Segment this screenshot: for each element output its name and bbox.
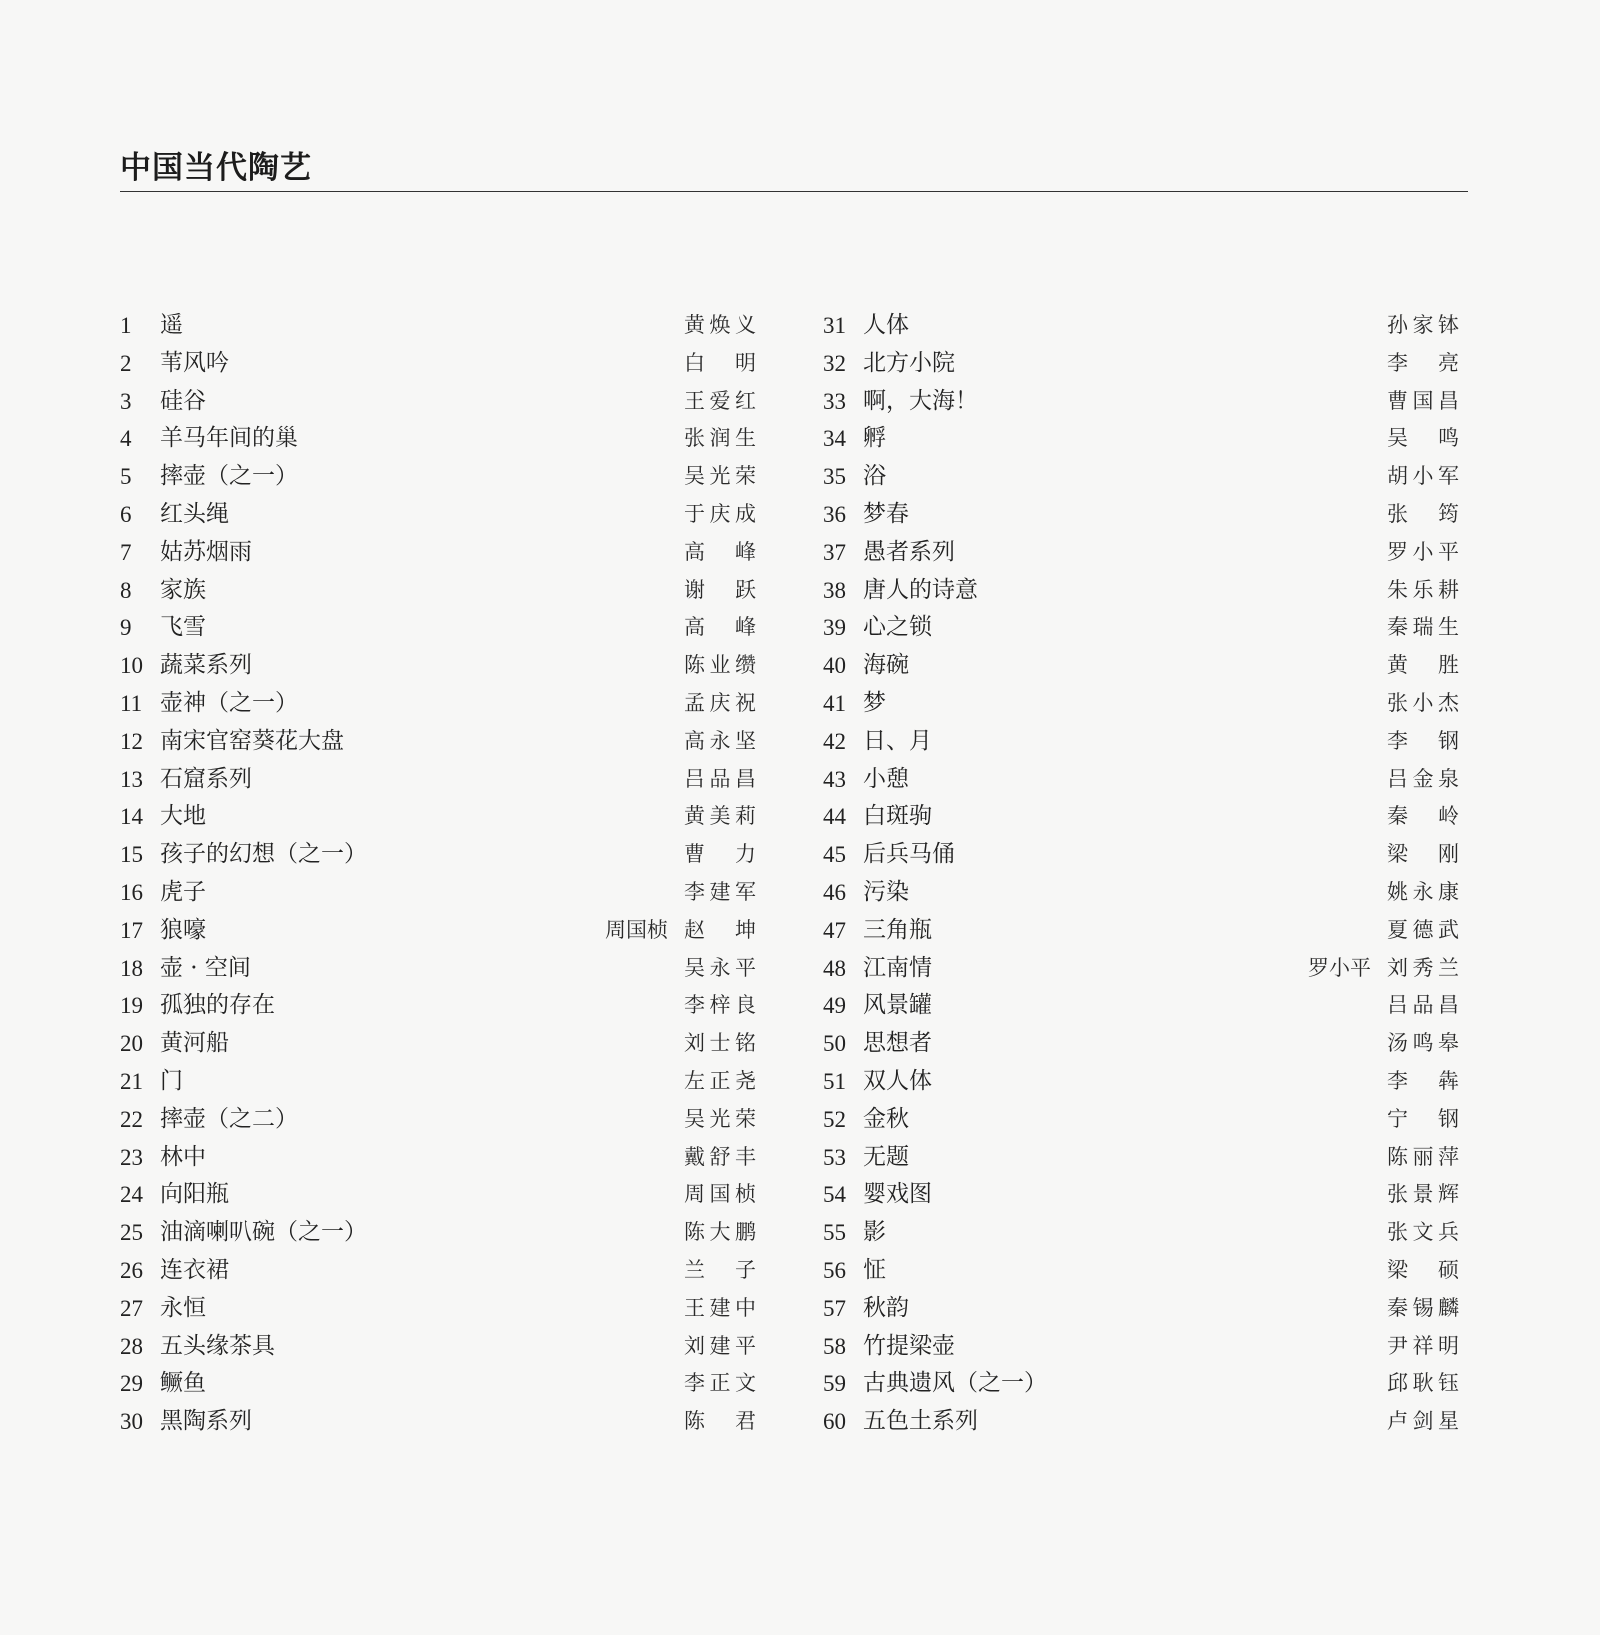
- work-title: 苇风吟: [160, 349, 229, 376]
- work-title: 林中: [160, 1143, 206, 1170]
- list-item: [120, 1328, 756, 1366]
- entry-number: 19: [120, 993, 143, 1019]
- entry-number: 4: [120, 426, 132, 452]
- entry-number: 9: [120, 615, 132, 641]
- artist-name: 梁 刚: [1387, 842, 1459, 867]
- list-item: [823, 798, 1459, 836]
- entry-number: 22: [120, 1106, 143, 1132]
- entry-number: 45: [823, 842, 846, 868]
- work-title: 后兵马俑: [863, 841, 955, 868]
- list-item: [120, 685, 756, 723]
- list-item: [120, 1403, 756, 1441]
- entry-number: 24: [120, 1182, 143, 1208]
- entry-number: 40: [823, 653, 846, 679]
- work-title: 无题: [863, 1143, 909, 1170]
- artist-name: 秦锡麟: [1387, 1295, 1459, 1320]
- work-title: 影: [863, 1219, 886, 1246]
- title-divider: [120, 191, 1468, 192]
- artist-name: 张润生: [684, 426, 756, 451]
- list-item: [823, 685, 1459, 723]
- list-item: [120, 534, 756, 572]
- list-item: [823, 383, 1459, 421]
- entry-number: 17: [120, 917, 143, 943]
- artist-name: 高 峰: [684, 615, 756, 640]
- list-item: [823, 496, 1459, 534]
- work-title: 虎子: [160, 878, 206, 905]
- artist-name: 于庆成: [684, 501, 756, 526]
- artist-name: 吴光荣: [684, 1106, 756, 1131]
- artist-name: 谢 跃: [684, 577, 756, 602]
- list-item: [823, 1403, 1459, 1441]
- work-title: 污染: [863, 878, 909, 905]
- list-item: [823, 534, 1459, 572]
- work-title: 海碗: [863, 652, 909, 679]
- work-title: 双人体: [863, 1067, 932, 1094]
- list-item: [823, 950, 1459, 988]
- list-item: [823, 345, 1459, 383]
- entry-number: 48: [823, 955, 846, 981]
- artist-name: 吴永平: [684, 955, 756, 980]
- entry-number: 49: [823, 993, 846, 1019]
- work-title: 大地: [160, 803, 206, 830]
- artist-name: 刘建平: [684, 1333, 756, 1358]
- list-item: [120, 836, 756, 874]
- entry-number: 42: [823, 728, 846, 754]
- list-item: [823, 1101, 1459, 1139]
- work-title: 黄河船: [160, 1030, 229, 1057]
- artist-name: 高 峰: [684, 539, 756, 564]
- entry-number: 53: [823, 1144, 846, 1170]
- entry-number: 58: [823, 1333, 846, 1359]
- artist-name: 赵 坤: [684, 917, 756, 942]
- artist-name: 周国桢: [684, 1182, 756, 1207]
- co-artist-name: 罗小平: [1308, 955, 1371, 980]
- list-item: [120, 458, 756, 496]
- list-item: [120, 874, 756, 912]
- work-title: 金秋: [863, 1105, 909, 1132]
- list-item: [120, 1290, 756, 1328]
- entry-number: 18: [120, 955, 143, 981]
- entry-number: 31: [823, 313, 846, 338]
- work-title: 家族: [160, 576, 206, 603]
- entry-number: 35: [823, 464, 846, 490]
- entry-number: 11: [120, 690, 143, 716]
- entry-number: 25: [120, 1220, 143, 1246]
- entry-number: 38: [823, 577, 846, 603]
- work-title: 五色土系列: [863, 1408, 978, 1435]
- artist-name: 李 钢: [1387, 728, 1459, 753]
- artist-name: 陈业缵: [684, 653, 756, 678]
- work-title: 鳜鱼: [160, 1370, 206, 1397]
- list-item: [823, 1365, 1459, 1403]
- list-item: [823, 458, 1459, 496]
- entry-number: 20: [120, 1031, 143, 1057]
- entry-number: 36: [823, 501, 846, 527]
- list-item: [120, 950, 756, 988]
- artist-name: 黄美莉: [684, 804, 756, 829]
- work-title: 硅谷: [160, 387, 206, 414]
- entry-number: 6: [120, 501, 132, 527]
- list-item: [120, 1101, 756, 1139]
- list-item: [120, 1176, 756, 1214]
- artist-name: 王爱红: [684, 388, 756, 413]
- artist-name: 陈 君: [684, 1409, 756, 1434]
- entry-number: 50: [823, 1031, 846, 1057]
- entry-number: 41: [823, 690, 846, 716]
- list-item: [823, 1176, 1459, 1214]
- list-item: [120, 420, 756, 458]
- work-title: 黑陶系列: [160, 1408, 252, 1435]
- work-title: 风景罐: [863, 992, 932, 1019]
- work-title: 怔: [863, 1256, 886, 1283]
- list-item: [823, 761, 1459, 799]
- entry-number: 27: [120, 1295, 143, 1321]
- artist-name: 李 亮: [1387, 350, 1459, 375]
- list-item: [823, 1025, 1459, 1063]
- list-item: [823, 1063, 1459, 1101]
- work-title: 孩子的幻想（之一）: [160, 841, 367, 868]
- artist-name: 王建中: [684, 1295, 756, 1320]
- entry-number: 33: [823, 388, 846, 414]
- artist-name: 邱耿钰: [1387, 1371, 1459, 1396]
- entry-number: 26: [120, 1257, 143, 1283]
- list-item: [120, 798, 756, 836]
- entry-number: 43: [823, 766, 846, 792]
- artist-name: 朱乐耕: [1387, 577, 1459, 602]
- entry-number: 57: [823, 1295, 846, 1321]
- artist-name: 秦瑞生: [1387, 615, 1459, 640]
- work-title: 油滴喇叭碗（之一）: [160, 1219, 367, 1246]
- artist-name: 陈大鹏: [684, 1220, 756, 1245]
- entry-number: 2: [120, 350, 132, 376]
- entry-number: 52: [823, 1106, 846, 1132]
- work-title: 门: [160, 1067, 183, 1094]
- work-title: 南宋官窑葵花大盘: [160, 727, 344, 754]
- work-title: 石窟系列: [160, 765, 252, 792]
- work-title: 竹提梁壶: [863, 1332, 955, 1359]
- entry-number: 54: [823, 1182, 846, 1208]
- work-title: 姑苏烟雨: [160, 538, 252, 565]
- artist-name: 梁 硕: [1387, 1257, 1459, 1282]
- work-title: 永恒: [160, 1294, 206, 1321]
- work-title: 人体: [863, 312, 909, 338]
- list-item: [120, 1139, 756, 1177]
- artist-name: 李梓良: [684, 993, 756, 1018]
- work-title: 啊，大海！: [863, 387, 978, 414]
- list-item: [120, 987, 756, 1025]
- artist-name: 夏德武: [1387, 917, 1459, 942]
- list-item: [120, 609, 756, 647]
- list-item: [823, 307, 1459, 345]
- entry-number: 3: [120, 388, 132, 414]
- list-item: [823, 912, 1459, 950]
- entry-number: 5: [120, 464, 132, 490]
- entry-number: 59: [823, 1371, 846, 1397]
- work-title: 思想者: [863, 1030, 932, 1057]
- work-title: 孤独的存在: [160, 992, 275, 1019]
- list-item: [823, 420, 1459, 458]
- entry-number: 16: [120, 879, 143, 905]
- list-item: [823, 1139, 1459, 1177]
- artist-name: 张 筠: [1387, 501, 1459, 526]
- artist-name: 吕品昌: [684, 766, 756, 791]
- entry-number: 1: [120, 313, 132, 338]
- artist-name: 白 明: [684, 350, 756, 375]
- entry-number: 34: [823, 426, 846, 452]
- work-title: 古典遗风（之一）: [863, 1370, 1047, 1397]
- list-item: [120, 1214, 756, 1252]
- artist-name: 吴 鸣: [1387, 426, 1459, 451]
- artist-name: 汤鸣皋: [1387, 1031, 1459, 1056]
- list-item: [120, 1025, 756, 1063]
- entry-number: 28: [120, 1333, 143, 1359]
- artist-name: 卢剑星: [1387, 1409, 1459, 1434]
- work-title: 狼嚎: [160, 916, 206, 943]
- work-title: 白斑驹: [863, 803, 932, 830]
- artist-name: 李建军: [684, 879, 756, 904]
- entry-number: 15: [120, 842, 143, 868]
- list-item: [120, 383, 756, 421]
- artist-name: 黄 胜: [1387, 653, 1459, 678]
- artist-name: 张文兵: [1387, 1220, 1459, 1245]
- list-item: [823, 1328, 1459, 1366]
- work-title: 唐人的诗意: [863, 576, 978, 603]
- list-item: [120, 912, 756, 950]
- list-item: [823, 1252, 1459, 1290]
- list-item: [120, 307, 756, 345]
- work-title: 梦: [863, 689, 886, 716]
- artist-name: 吴光荣: [684, 464, 756, 489]
- work-title: 连衣裙: [160, 1256, 229, 1283]
- artist-name: 戴舒丰: [684, 1144, 756, 1169]
- artist-name: 李 犇: [1387, 1068, 1459, 1093]
- list-item: [120, 723, 756, 761]
- work-title: 日、月: [863, 727, 932, 754]
- entry-number: 21: [120, 1068, 143, 1094]
- work-title: 壶神（之一）: [160, 689, 298, 716]
- entry-number: 13: [120, 766, 143, 792]
- work-title: 红头绳: [160, 500, 229, 527]
- work-title: 孵: [863, 425, 886, 452]
- entry-number: 37: [823, 539, 846, 565]
- work-title: 飞雪: [160, 614, 206, 641]
- list-item: [823, 1214, 1459, 1252]
- list-item: [120, 345, 756, 383]
- entry-number: 47: [823, 917, 846, 943]
- work-title: 摔壶（之二）: [160, 1105, 298, 1132]
- work-title: 三角瓶: [863, 916, 932, 943]
- work-title: 江南情: [863, 954, 932, 981]
- list-item: [120, 1063, 756, 1101]
- work-title: 愚者系列: [863, 538, 955, 565]
- artist-name: 左正尧: [684, 1068, 756, 1093]
- list-item: [120, 1252, 756, 1290]
- list-item: [120, 761, 756, 799]
- entry-number: 32: [823, 350, 846, 376]
- work-title: 摔壶（之一）: [160, 463, 298, 490]
- artist-name: 孙家钵: [1387, 313, 1459, 337]
- artist-name: 李正文: [684, 1371, 756, 1396]
- work-title: 浴: [863, 463, 886, 490]
- artist-name: 吕品昌: [1387, 993, 1459, 1018]
- work-title: 遥: [160, 312, 183, 338]
- artist-name: 秦 岭: [1387, 804, 1459, 829]
- artist-name: 曹 力: [684, 842, 756, 867]
- work-title: 羊马年间的巢: [160, 425, 298, 452]
- artist-name: 兰 子: [684, 1257, 756, 1282]
- work-title: 壶 · 空间: [160, 954, 251, 981]
- work-title: 梦春: [863, 500, 909, 527]
- artist-name: 高永坚: [684, 728, 756, 753]
- list-item: [120, 647, 756, 685]
- work-title: 五头缘茶具: [160, 1332, 275, 1359]
- work-title: 心之锁: [863, 614, 932, 641]
- list-item: [823, 987, 1459, 1025]
- entry-number: 14: [120, 804, 143, 830]
- entry-number: 7: [120, 539, 132, 565]
- work-title: 秋韵: [863, 1294, 909, 1321]
- artist-name: 刘士铭: [684, 1031, 756, 1056]
- entry-number: 55: [823, 1220, 846, 1246]
- entry-number: 12: [120, 728, 143, 754]
- list-item: [823, 723, 1459, 761]
- artist-name: 尹祥明: [1387, 1333, 1459, 1358]
- list-item: [823, 874, 1459, 912]
- entry-number: 39: [823, 615, 846, 641]
- artist-name: 吕金泉: [1387, 766, 1459, 791]
- entry-number: 46: [823, 879, 846, 905]
- entry-number: 51: [823, 1068, 846, 1094]
- artist-name: 宁 钢: [1387, 1106, 1459, 1131]
- entry-number: 56: [823, 1257, 846, 1283]
- list-item: [823, 647, 1459, 685]
- entry-number: 10: [120, 653, 143, 679]
- work-title: 向阳瓶: [160, 1181, 229, 1208]
- entry-number: 30: [120, 1409, 143, 1435]
- entry-number: 8: [120, 577, 132, 603]
- list-item: [120, 1365, 756, 1403]
- work-title: 蔬菜系列: [160, 652, 252, 679]
- artist-name: 张景辉: [1387, 1182, 1459, 1207]
- artist-name: 刘秀兰: [1387, 955, 1459, 980]
- artist-name: 黄焕义: [684, 313, 756, 337]
- artist-name: 张小杰: [1387, 690, 1459, 715]
- artist-name: 曹国昌: [1387, 388, 1459, 413]
- entry-number: 23: [120, 1144, 143, 1170]
- co-artist-name: 周国桢: [605, 917, 668, 942]
- artist-name: 孟庆祝: [684, 690, 756, 715]
- works-list-left: [120, 307, 756, 1441]
- entry-number: 29: [120, 1371, 143, 1397]
- entry-number: 60: [823, 1409, 846, 1435]
- list-item: [823, 572, 1459, 610]
- work-title: 小憩: [863, 765, 909, 792]
- list-item: [120, 496, 756, 534]
- work-title: 北方小院: [863, 349, 955, 376]
- work-title: 婴戏图: [863, 1181, 932, 1208]
- page-title: 中国当代陶艺: [120, 150, 312, 186]
- artist-name: 姚永康: [1387, 879, 1459, 904]
- artist-name: 罗小平: [1387, 539, 1459, 564]
- list-item: [823, 1290, 1459, 1328]
- list-item: [120, 572, 756, 610]
- works-list-right: [823, 307, 1459, 1441]
- list-item: [823, 609, 1459, 647]
- artist-name: 胡小军: [1387, 464, 1459, 489]
- artist-name: 陈丽萍: [1387, 1144, 1459, 1169]
- list-item: [823, 836, 1459, 874]
- entry-number: 44: [823, 804, 846, 830]
